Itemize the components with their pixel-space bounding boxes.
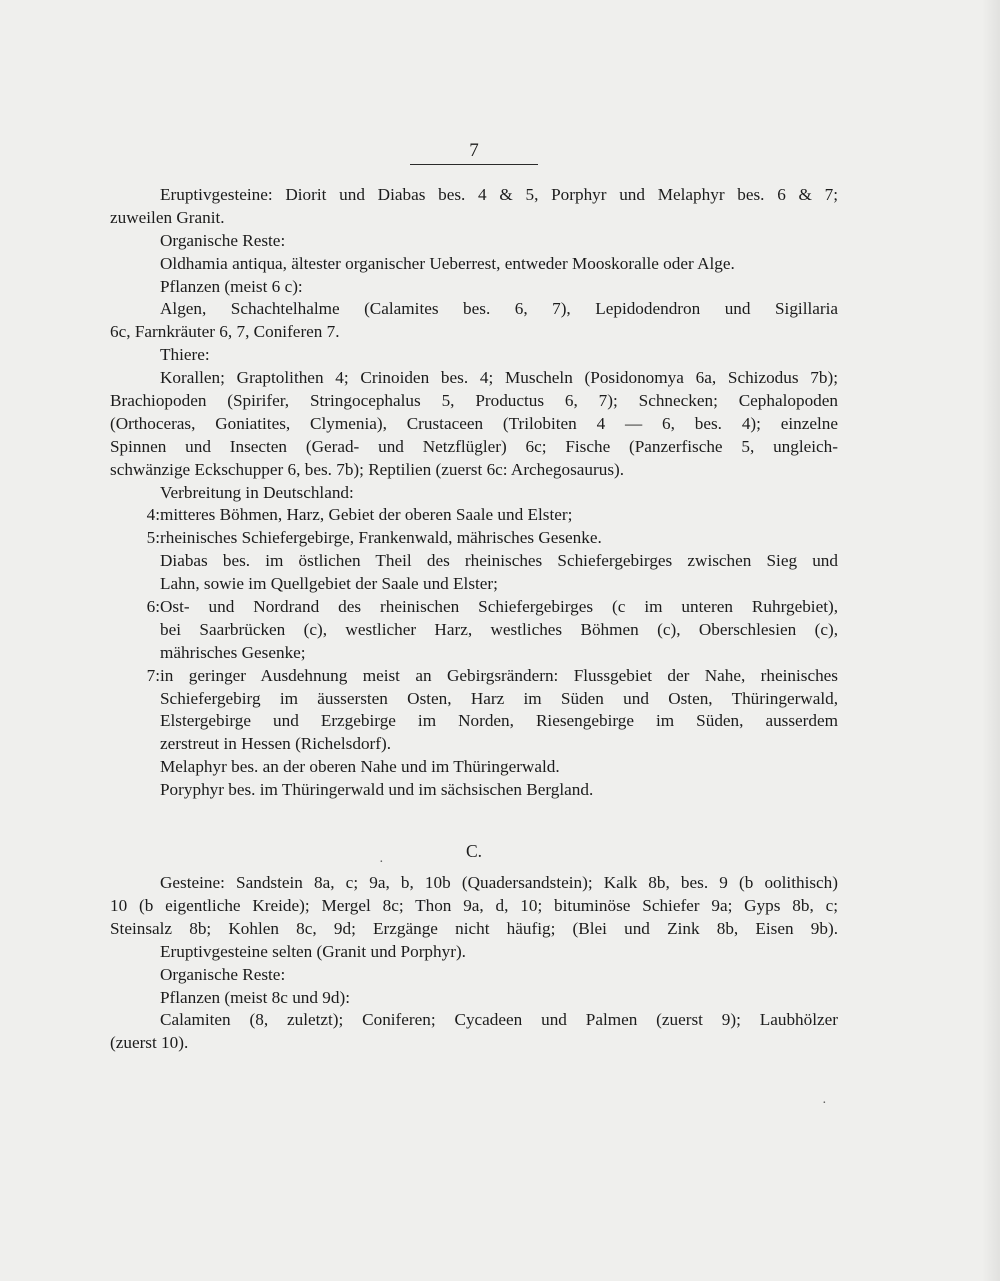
text-line: schwänzige Eckschupper 6, bes. 7b); Reptilien (zuerst 6c: Archegosaurus).: [110, 459, 625, 479]
text-line: Pflanzen (meist 8c und 9d):: [160, 987, 350, 1007]
distribution-number: 7:: [146, 665, 160, 685]
text-line: Oldhamia antiqua, ältester organischer Ueberrest, entweder Mooskoralle oder Alge.: [160, 253, 735, 273]
text-line: 6c, Farnkräuter 6, 7, Coniferen 7.: [110, 322, 340, 342]
distribution-text: Ost- und Nordrand des rheinischen Schiefergebirges (c im unteren Ruhrgebiet),: [160, 597, 838, 617]
section-heading: C.: [465, 841, 483, 862]
page-edge-shadow: [982, 0, 1000, 1281]
page-number-rule: [410, 164, 538, 165]
page-number: 7: [469, 140, 479, 161]
text-line: Organische Reste:: [160, 964, 286, 984]
text-line: Spinnen und Insecten (Gerad- und Netzflügler) 6c; Fische (Panzerfische 5, ungleich-: [110, 436, 838, 456]
distribution-item: [110, 504, 838, 527]
text-line: Pflanzen (meist 6 c):: [160, 276, 303, 296]
text-line: Gesteine: Sandstein 8a, c; 9a, b, 10b (Quadersandstein); Kalk 8b, bes. 9 (b oolithisch): [160, 873, 838, 893]
page-header: [410, 140, 538, 165]
text-line: Organische Reste:: [160, 230, 286, 250]
distribution-text: mitteres Böhmen, Harz, Gebiet der oberen Saale und Elster;: [160, 505, 573, 525]
text-line: Steinsalz 8b; Kohlen 8c, 9d; Erzgänge nicht häufig; (Blei und Zink 8b, Eisen 9b).: [110, 918, 838, 938]
distribution-text: Lahn, sowie im Quellgebiet der Saale und Elster;: [160, 574, 498, 594]
distribution-item: [110, 665, 838, 688]
stray-ink-dot: ·: [379, 855, 384, 870]
text-line: Eruptivgesteine selten (Granit und Porphyr).: [160, 941, 466, 961]
text-line: Korallen; Graptolithen 4; Crinoiden bes. 4; Muscheln (Posidonomya 6a, Schizodus 7b);: [160, 368, 838, 388]
body-text: [110, 184, 838, 1055]
text-line: zuweilen Granit.: [110, 207, 225, 227]
distribution-text: Poryphyr bes. im Thüringerwald und im sächsischen Bergland.: [160, 780, 594, 800]
text-line: Eruptivgesteine: Diorit und Diabas bes. 4 & 5, Porphyr und Melaphyr bes. 6 & 7;: [160, 185, 838, 204]
distribution-text: zerstreut in Hessen (Richelsdorf).: [160, 734, 391, 754]
distribution-number: 5:: [146, 528, 160, 548]
text-line: Thiere:: [160, 345, 210, 365]
text-line: 10 (b eigentliche Kreide); Mergel 8c; Thon 9a, d, 10; bituminöse Schiefer 9a; Gyps 8b, c;: [110, 895, 838, 915]
distribution-text: Schiefergebirg im äussersten Osten, Harz im Süden und Osten, Thüringerwald,: [160, 688, 838, 708]
distribution-text: bei Saarbrücken (c), westlicher Harz, westliches Böhmen (c), Oberschlesien (c),: [160, 619, 838, 639]
text-line: Brachiopoden (Spirifer, Stringocephalus 5, Productus 6, 7); Schnecken; Cephalopoden: [110, 391, 838, 411]
distribution-text: in geringer Ausdehnung meist an Gebirgsrändern: Flussgebiet der Nahe, rheinisches: [160, 665, 838, 685]
text-line: Calamiten (8, zuletzt); Coniferen; Cycadeen und Palmen (zuerst 9); Laubhölzer: [160, 1010, 838, 1030]
text-line: Algen, Schachtelhalme (Calamites bes. 6, 7), Lepidodendron und Sigillaria: [160, 299, 838, 319]
text-line: (Orthoceras, Goniatites, Clymenia), Crustaceen (Trilobiten 4 — 6, bes. 4); einzelne: [110, 413, 838, 433]
text-line: (zuerst 10).: [110, 1033, 189, 1053]
distribution-number: 6:: [146, 597, 160, 617]
distribution-text: Elstergebirge und Erzgebirge im Norden, Riesengebirge im Süden, ausserdem: [160, 711, 838, 731]
distribution-text: Melaphyr bes. an der oberen Nahe und im Thüringerwald.: [160, 757, 560, 777]
distribution-text: rheinisches Schiefergebirge, Frankenwald, mährisches Gesenke.: [160, 528, 602, 548]
text-line: Verbreitung in Deutschland:: [160, 482, 354, 502]
distribution-text: Diabas bes. im östlichen Theil des rheinisches Schiefergebirges zwischen Sieg und: [160, 551, 838, 571]
distribution-item: [110, 596, 838, 619]
distribution-text: mährisches Gesenke;: [160, 642, 306, 662]
stray-ink-dot: ·: [822, 1096, 827, 1111]
distribution-number: 4:: [146, 505, 160, 525]
distribution-item: [110, 527, 838, 550]
section-spacer: [110, 862, 838, 872]
